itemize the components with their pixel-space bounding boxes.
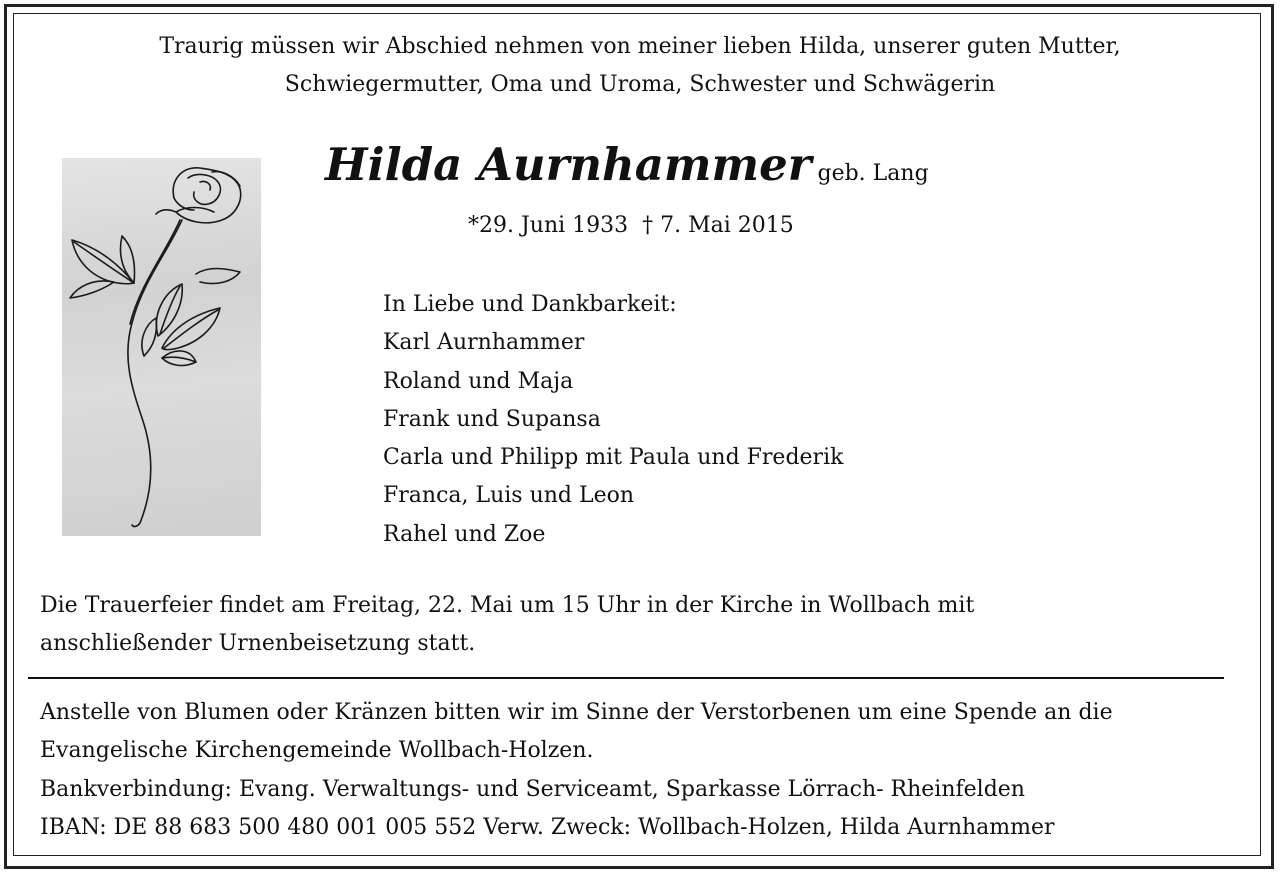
rose-icon [62, 158, 261, 536]
deceased-name-line [325, 138, 929, 191]
intro-line: Traurig müssen wir Abschied nehmen von meiner lieben Hilda, unserer guten Mutter, [159, 34, 1121, 59]
donation-line: Evangelische Kirchengemeinde Wollbach-Holzen. [40, 738, 594, 764]
donation-line: Bankverbindung: Evang. Verwaltungs- und Serviceamt, Sparkasse Lörrach- Rheinfelden [40, 776, 1025, 802]
intro-text [0, 28, 1280, 104]
maiden-name: geb. Lang [817, 161, 929, 186]
family-member: Karl Aurnhammer [383, 330, 585, 356]
family-list [383, 286, 843, 554]
donation-info [40, 694, 1113, 847]
rose-illustration [62, 158, 261, 536]
death-date: † 7. Mai 2015 [642, 213, 794, 238]
ceremony-info [40, 587, 974, 663]
family-member: Roland und Maja [383, 368, 574, 394]
family-member: Rahel und Zoe [383, 521, 546, 547]
family-member: Carla und Philipp mit Paula und Frederik [383, 445, 844, 471]
family-member: Frank und Supansa [383, 406, 601, 432]
birth-date: *29. Juni 1933 [468, 213, 629, 238]
intro-line: Schwiegermutter, Oma und Uroma, Schwester und Schwägerin [284, 72, 996, 97]
deceased-name: Hilda Aurnhammer [325, 138, 812, 191]
section-divider [28, 677, 1224, 679]
donation-line: Anstelle von Blumen oder Kränzen bitten wir im Sinne der Verstorbenen um eine Spende an die [40, 700, 1113, 725]
ceremony-line: anschließender Urnenbeisetzung statt. [40, 631, 476, 656]
family-heading: In Liebe und Dankbarkeit: [383, 292, 677, 317]
family-member: Franca, Luis und Leon [383, 483, 635, 509]
ceremony-line: Die Trauerfeier findet am Freitag, 22. Mai um 15 Uhr in der Kirche in Wollbach mit [40, 593, 975, 618]
life-dates [468, 213, 794, 238]
donation-line: IBAN: DE 88 683 500 480 001 005 552 Verw. Zweck: Wollbach-Holzen, Hilda Aurnhammer [40, 814, 1055, 840]
